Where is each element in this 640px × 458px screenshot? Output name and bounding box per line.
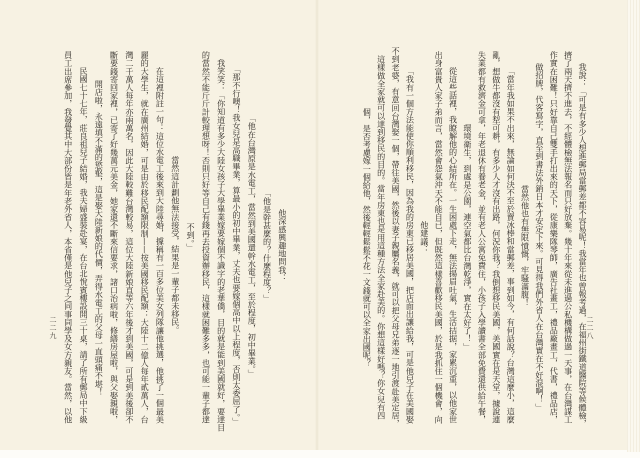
text-column [260, 45, 275, 430]
text-column-content: 作實在困難！只好靠自己雙手打出來的天下，從康樂隊琴師，廣告社畫工，禮品廠畫工，代書，禮品店， [549, 51, 560, 424]
text-column-content: 員工出席參加，我發覺其中大部份皆是年老外省人，本省僅是他兒子之同事同學及女方親友。當然，以他 [63, 51, 74, 424]
text-column [360, 45, 374, 430]
text-column [403, 45, 417, 430]
text-column [107, 45, 122, 430]
text-column [92, 45, 107, 430]
text-column-content: 的當然不能斤斤計較理想呀！否則只好等自己有錢再去投資辦移民，這樣就困難多多，也可能一輩子都達 [201, 51, 212, 424]
text-column [183, 45, 198, 430]
text-column-content: 做招牌，代客寫字，直至到書法外銷日本才安定下來。可見得我們外省人在台灣實在不好混啊！」 [534, 63, 545, 412]
text-column-content: 這樣做全家就可以達到移民的目的。當年房東也是用這種方法全家赴美的。你想這樣好嗎？你女兒有四 [376, 55, 387, 420]
text-column [461, 45, 475, 430]
text-column [168, 45, 183, 430]
text-column-content: 他深感興趣地問我： [277, 209, 288, 282]
text-column [432, 45, 446, 430]
text-column [214, 45, 229, 430]
text-column [490, 45, 504, 430]
right-page-number: 二二八 [586, 316, 594, 340]
text-column-content: 開店啦，永遠填不滿的慾壑，這是娶大陸新娘的代價，弄得水電工的父母一直頭痛不堪！ [94, 79, 105, 396]
text-column-content: 不到。」 [186, 223, 197, 252]
text-column [561, 45, 575, 430]
text-column-content: 個，是否考慮嫁一個給他，然後輕輕鬆鬆不花一文錢就可以全家出國呢？ [362, 107, 373, 368]
left-page-number: 二二九 [49, 316, 57, 340]
text-column-content: 當然他也有無限憤慨，牢騷滿腹！ [520, 184, 531, 307]
text-column [518, 45, 532, 430]
text-column [374, 45, 388, 430]
text-column [533, 45, 547, 430]
text-column-content: 「那不行噢！我女兒是高職畢業，算最小的初中畢業，丈夫也要嫁個高中以上程度，否則太委屈了。」 [231, 65, 242, 426]
text-column [76, 45, 91, 430]
text-column-content: 當然這計劃他無法接受，結果是一輩子都未移民。 [170, 156, 181, 335]
text-column-content: 擠了兩天擠不進去，不經體檢無法報名而只好放棄。幾十年來從未進過公私機構做過一天事，在台灣謀工 [563, 51, 574, 424]
book-gutter [315, 0, 319, 452]
text-column [137, 45, 152, 430]
text-column [229, 45, 244, 430]
text-column-content: 從這些話裡，我瞭解他的心結所在。一生困處下走，無法揚眉吐氣，生活拮据，家累沉重，以他家世 [448, 67, 459, 424]
text-column-content: 不到老婆，有意回台灣娶一個，帶往美國，然後以妻子親屬名義，就可以把父母兄弟逐一地引渡赴美定居， [391, 47, 402, 428]
text-column [547, 45, 561, 430]
text-column-content: 失業都有救濟金可拿，年老退休有養老金，並有老人公寓免費住，小孩子入學讀書全部免費還供給午餐， [477, 51, 488, 424]
text-column [245, 45, 260, 430]
text-column-content: 「他是幹甚麼的？什麼程度？」 [262, 188, 273, 303]
text-column [389, 45, 403, 430]
text-column [275, 45, 290, 430]
text-column [153, 45, 168, 430]
text-column-content: 我笑笑：「你知道有多少大陸女孩子大學畢業嫁要嫁個不識字的老華僑，目的就是能到美國就好，要達目 [216, 59, 227, 432]
text-column-content: 我說：「可是有多少人想進郵局當郵差都不容易呢！我當年也曾報考過，在福州街鐵道醫院等候體檢， [578, 63, 589, 428]
text-column-content: 亂，想做牛都沒有犁可耕，有多少人才沒有出路，何況你我？我倒想移民美國，美國實在是天堂，據說連 [491, 51, 502, 424]
text-column [504, 45, 518, 430]
text-column [446, 45, 460, 430]
text-column [576, 45, 590, 430]
text-column [475, 45, 489, 430]
text-column [122, 45, 137, 430]
text-column-content: 斷要錢寄回家裡，已寄了好幾萬元美金，她家還不斷來信要求，諸口治病啦，修繕房屋啦，與父娶親啦， [109, 51, 120, 424]
page-edges [627, 0, 640, 452]
text-column [199, 45, 214, 430]
text-column [61, 45, 76, 430]
text-column-content: 灣二千萬人每年亦兩萬名，因此大陸較難台灣較易，這位大陸新娘直等六年後才到美國，可是到美後卻不 [124, 51, 135, 424]
right-page-text [360, 45, 590, 430]
text-column-content: 「我有一個方法能使你順利移民，因為我的房東已移居美國，把店面出讓給我，可是他兒子在美國娶 [405, 67, 416, 424]
text-column-content: 出身富貴人家子弟而言，當然會怨氣沖天不能自已，但既然這樣喜歡移民美國，於是我抓住一個機會，向 [434, 51, 445, 424]
left-page-text [61, 45, 290, 430]
text-column-content: 在這裡附註一句：這位水電工後來到大陸尋婚，據稱有一百多位美女列隊讓他挑選，他挑了一個最美 [155, 67, 166, 424]
text-column [418, 45, 432, 430]
text-column-content: 「當年我如果不出來，無論如何決不至於賣冰棒和當郵差，事到如今，有何話說？台灣這麼小，這麼 [506, 67, 517, 424]
text-column-content: 環境衛生，到處是公園，連空氣都比台灣乾淨，實在太好了！」 [462, 124, 473, 351]
text-column-content: 民國七十七年，莊良祖兒子結婚，我夫婦盛裝赴宴，在台北悅賓樓設開三十桌，請了所有郵局中下級 [79, 67, 89, 424]
text-column-content: 他建議： [419, 221, 430, 254]
text-column-content: 「他在台灣原是水電工，當然到美國還幹水電工，至於程度，初中畢業。」 [247, 113, 258, 378]
text-column-content: 麗的大學生，就在廣州結婚，可是由於移民配額限制——按美國移民配額：大陸十二億人每年貳萬人，台 [140, 51, 151, 424]
page-bottom-margin [0, 450, 627, 458]
